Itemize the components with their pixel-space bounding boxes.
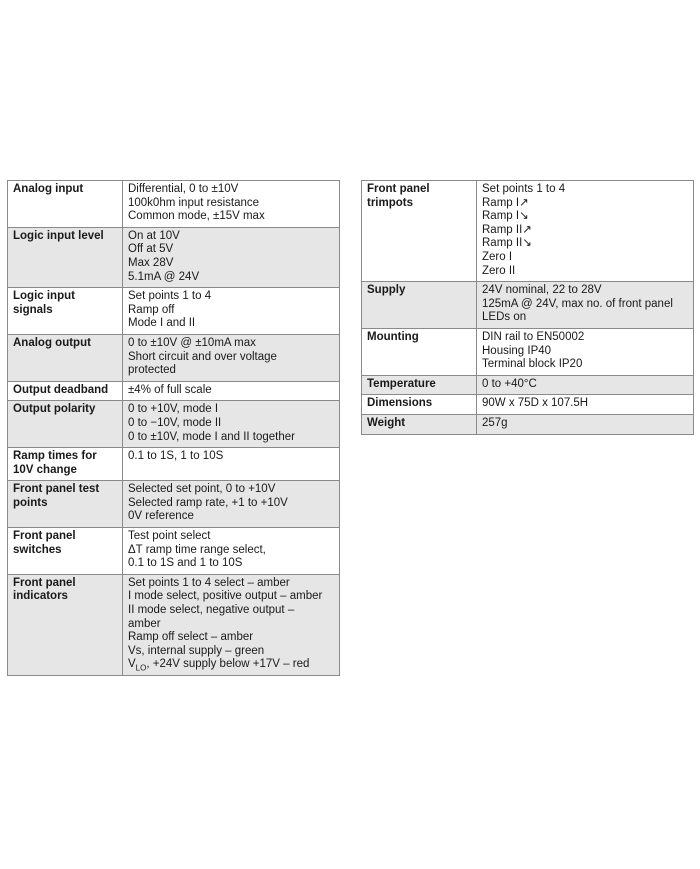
spec-value-line: 5.1mA @ 24V	[128, 270, 200, 283]
spec-value-line-vlo	[128, 658, 334, 672]
spec-row-test-points	[8, 481, 340, 528]
spec-value-line: amber	[128, 617, 161, 630]
spec-row-supply	[362, 282, 694, 329]
spec-value-line: Off at 5V	[128, 243, 174, 256]
spec-value-line: I mode select, positive output – amber	[128, 590, 323, 603]
spec-label: Temperature	[362, 375, 477, 395]
spec-row-mounting	[362, 328, 694, 375]
spec-value-line: 0 to ±10V @ ±10mA max	[128, 336, 256, 349]
spec-row-switches	[8, 528, 340, 575]
spec-row-output-deadband	[8, 381, 340, 401]
spec-row-trimpots	[362, 181, 694, 282]
spec-value-line: Ramp off select – amber	[128, 631, 254, 644]
spec-value-line: Test point select	[128, 530, 211, 543]
spec-value-line: Housing IP40	[482, 344, 552, 357]
spec-value	[123, 334, 340, 381]
spec-value-line: 100k0hm input resistance	[128, 196, 260, 209]
spec-row-weight	[362, 414, 694, 434]
spec-value-line: Ramp II↘	[482, 237, 532, 250]
spec-value-line: 0 to +40°C	[482, 377, 537, 390]
spec-value-line: Set points 1 to 4	[482, 183, 566, 195]
spec-label: Dimensions	[362, 395, 477, 415]
spec-value	[477, 375, 694, 395]
spec-label: Logic input signals	[8, 288, 123, 335]
spec-value-line: Mode I and II	[128, 317, 196, 330]
spec-value-line: Selected ramp rate, +1 to +10V	[128, 496, 288, 509]
vlo-subscript: LO	[135, 663, 147, 673]
right-spec-table	[361, 180, 694, 435]
spec-row-logic-input-level	[8, 227, 340, 287]
spec-value	[123, 288, 340, 335]
spec-value-line: Max 28V	[128, 256, 174, 269]
spec-value-line: Differential, 0 to ±10V	[128, 183, 239, 195]
spec-value-line: LEDs on	[482, 311, 527, 324]
spec-value-line: Set points 1 to 4 select – amber	[128, 576, 290, 589]
left-spec-table	[7, 180, 340, 676]
spec-value-line: 257g	[482, 416, 508, 429]
spec-value-line: Terminal block IP20	[482, 358, 583, 371]
vlo-symbol: V	[128, 658, 136, 671]
spec-row-indicators	[8, 574, 340, 675]
spec-value	[123, 528, 340, 575]
spec-value-line: Ramp II↗	[482, 223, 532, 236]
spec-value	[123, 381, 340, 401]
spec-label: Front panel test points	[8, 481, 123, 528]
spec-value-line: 90W x 75D x 107.5H	[482, 397, 589, 410]
spec-value	[123, 574, 340, 675]
spec-value-line: Ramp I↘	[482, 210, 529, 223]
spec-value-line: Ramp I↗	[482, 196, 529, 209]
spec-row-analog-input	[8, 181, 340, 228]
spec-value-line: Zero II	[482, 264, 516, 277]
spec-value-line: Vs, internal supply – green	[128, 644, 265, 657]
spec-value-line: 125mA @ 24V, max no. of front panel	[482, 297, 673, 310]
spec-label: Front panel switches	[8, 528, 123, 575]
spec-row-analog-output	[8, 334, 340, 381]
spec-value	[123, 481, 340, 528]
spec-value-line: Set points 1 to 4	[128, 290, 212, 303]
spec-value-line: Zero I	[482, 250, 513, 263]
spec-value-line: 0.1 to 1S and 1 to 10S	[128, 557, 243, 570]
spec-value-line: II mode select, negative output –	[128, 604, 295, 617]
spec-value	[477, 395, 694, 415]
spec-value-line: 0.1 to 1S, 1 to 10S	[128, 450, 224, 463]
spec-label: Supply	[362, 282, 477, 329]
spec-value-line: 0 to ±10V, mode I and II together	[128, 430, 296, 443]
spec-value-line: Selected set point, 0 to +10V	[128, 483, 276, 496]
vlo-text: , +24V supply below +17V – red	[146, 658, 310, 671]
spec-label: Output polarity	[8, 401, 123, 448]
spec-value-line: 24V nominal, 22 to 28V	[482, 284, 602, 297]
spec-label: Analog input	[8, 181, 123, 228]
spec-value-line: On at 10V	[128, 229, 180, 242]
spec-value	[123, 227, 340, 287]
spec-label: Analog output	[8, 334, 123, 381]
spec-value-line: ΔT ramp time range select,	[128, 543, 266, 556]
spec-value	[477, 282, 694, 329]
spec-value-line: 0 to −10V, mode II	[128, 416, 222, 429]
spec-value-line: Ramp off	[128, 303, 175, 316]
spec-value	[123, 181, 340, 228]
spec-value-line: Short circuit and over voltage	[128, 350, 277, 363]
spec-value	[477, 181, 694, 282]
spec-label: Ramp times for 10V change	[8, 448, 123, 481]
spec-row-ramp-times	[8, 448, 340, 481]
spec-value-line: protected	[128, 364, 176, 377]
spec-label: Logic input level	[8, 227, 123, 287]
spec-value-line: Common mode, ±15V max	[128, 210, 265, 223]
spec-label: Front panel trimpots	[362, 181, 477, 282]
spec-row-output-polarity	[8, 401, 340, 448]
spec-value-line: DIN rail to EN50002	[482, 330, 585, 343]
spec-value	[123, 448, 340, 481]
spec-row-logic-input-signals	[8, 288, 340, 335]
spec-value	[123, 401, 340, 448]
spec-value-line: 0V reference	[128, 510, 194, 523]
spec-row-dimensions	[362, 395, 694, 415]
spec-label: Output deadband	[8, 381, 123, 401]
spec-label: Mounting	[362, 328, 477, 375]
spec-label: Weight	[362, 414, 477, 434]
spec-value-line: ±4% of full scale	[128, 383, 212, 396]
spec-row-temperature	[362, 375, 694, 395]
spec-label: Front panel indicators	[8, 574, 123, 675]
spec-value	[477, 414, 694, 434]
spec-value-line: 0 to +10V, mode I	[128, 403, 219, 416]
spec-value	[477, 328, 694, 375]
